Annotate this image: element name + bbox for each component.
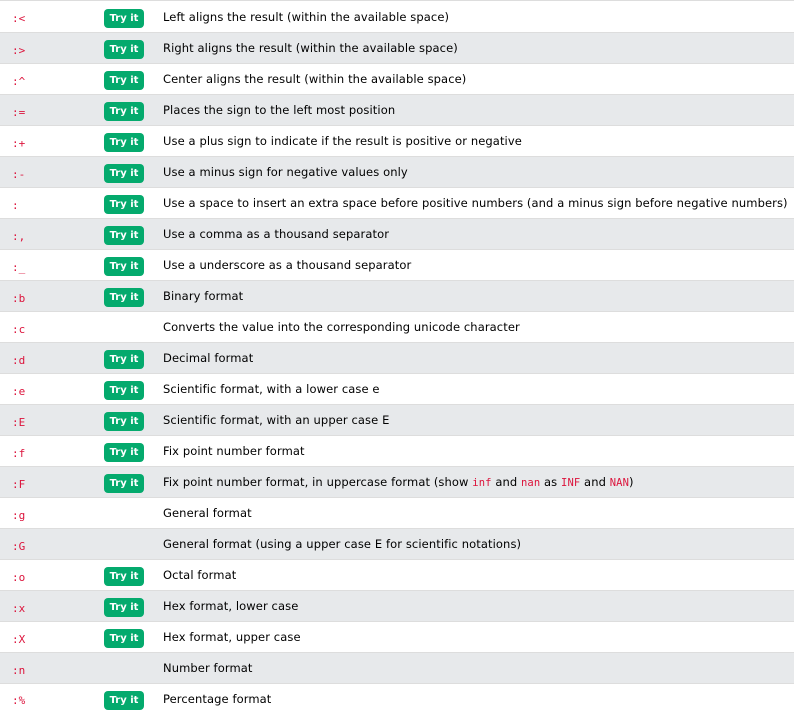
- description-text: Use a plus sign to indicate if the result is positive or negative: [163, 134, 522, 148]
- table-row: [0, 529, 794, 560]
- try-cell: [103, 684, 159, 714]
- code-cell: [0, 219, 103, 250]
- description-cell: [159, 126, 794, 157]
- format-code: :d: [12, 353, 26, 367]
- description-cell: [159, 95, 794, 126]
- table-row: [0, 653, 794, 684]
- format-code: :b: [12, 291, 26, 305]
- code-cell: [0, 405, 103, 436]
- description-text: Binary format: [163, 289, 244, 303]
- description-cell: [159, 622, 794, 653]
- try-it-button[interactable]: Try it: [104, 195, 144, 214]
- try-it-button[interactable]: Try it: [104, 164, 144, 183]
- try-cell: [103, 405, 159, 436]
- table-row: [0, 33, 794, 64]
- table-row: [0, 219, 794, 250]
- try-cell: [103, 157, 159, 188]
- description-text: Fix point number format: [163, 444, 305, 458]
- table-row: [0, 1, 794, 33]
- description-cell: [159, 436, 794, 467]
- code-cell: [0, 436, 103, 467]
- try-it-button[interactable]: Try it: [104, 226, 144, 245]
- try-it-button[interactable]: Try it: [104, 102, 144, 121]
- description-cell: [159, 591, 794, 622]
- code-cell: [0, 312, 103, 343]
- description-text: Left aligns the result (within the available space): [163, 9, 450, 24]
- description-text: Right aligns the result (within the available space): [163, 41, 458, 55]
- description-cell: [159, 250, 794, 281]
- format-code: :o: [12, 570, 26, 584]
- description-cell: [159, 684, 794, 714]
- description-cell: [159, 281, 794, 312]
- table-row: [0, 312, 794, 343]
- try-it-button[interactable]: Try it: [104, 9, 144, 28]
- description-text: Places the sign to the left most position: [163, 103, 396, 117]
- description-text: Use a minus sign for negative values only: [163, 165, 408, 179]
- code-cell: [0, 33, 103, 64]
- inline-code: INF: [561, 477, 581, 489]
- description-text: General format: [163, 506, 252, 520]
- description-cell: [159, 653, 794, 684]
- format-code: :^: [12, 74, 26, 88]
- try-it-button[interactable]: Try it: [104, 474, 144, 493]
- description-text: Hex format, lower case: [163, 599, 299, 613]
- code-cell: [0, 374, 103, 405]
- code-cell: [0, 250, 103, 281]
- description-text: and: [580, 475, 610, 489]
- description-cell: [159, 560, 794, 591]
- format-code: :f: [12, 446, 26, 460]
- try-cell: [103, 529, 159, 560]
- table-row: [0, 467, 794, 498]
- try-it-button[interactable]: Try it: [104, 350, 144, 369]
- inline-code: inf: [472, 477, 492, 489]
- format-code: :e: [12, 384, 26, 398]
- try-cell: [103, 467, 159, 498]
- code-cell: [0, 622, 103, 653]
- table-row: [0, 157, 794, 188]
- try-cell: [103, 343, 159, 374]
- description-cell: [159, 405, 794, 436]
- code-cell: [0, 126, 103, 157]
- description-text: Hex format, upper case: [163, 630, 301, 644]
- try-it-button[interactable]: Try it: [104, 257, 144, 276]
- description-cell: [159, 374, 794, 405]
- format-code: :c: [12, 322, 26, 336]
- code-cell: [0, 188, 103, 219]
- try-cell: [103, 312, 159, 343]
- description-cell: [159, 498, 794, 529]
- try-cell: [103, 622, 159, 653]
- code-cell: [0, 1, 103, 33]
- code-cell: [0, 591, 103, 622]
- description-cell: [159, 467, 794, 498]
- try-it-button[interactable]: Try it: [104, 629, 144, 648]
- description-cell: [159, 1, 794, 33]
- code-cell: [0, 684, 103, 714]
- description-text: Decimal format: [163, 351, 254, 365]
- try-it-button[interactable]: Try it: [104, 71, 144, 90]
- description-text: Use a comma as a thousand separator: [163, 227, 390, 241]
- description-cell: [159, 157, 794, 188]
- try-it-button[interactable]: Try it: [104, 443, 144, 462]
- description-text: General format (using a upper case E for scientific notations): [163, 537, 522, 551]
- try-cell: [103, 498, 159, 529]
- try-it-button[interactable]: Try it: [104, 691, 144, 710]
- code-cell: [0, 64, 103, 95]
- try-cell: [103, 95, 159, 126]
- code-cell: [0, 281, 103, 312]
- description-cell: [159, 64, 794, 95]
- code-cell: [0, 467, 103, 498]
- description-cell: [159, 219, 794, 250]
- inline-code: nan: [521, 477, 541, 489]
- format-code: :x: [12, 601, 26, 615]
- table-row: [0, 126, 794, 157]
- description-cell: [159, 33, 794, 64]
- format-code: :F: [12, 477, 26, 491]
- description-text: Converts the value into the corresponding unicode character: [163, 320, 520, 334]
- try-it-button[interactable]: Try it: [104, 381, 144, 400]
- format-code: :+: [12, 136, 26, 150]
- try-it-button[interactable]: Try it: [104, 288, 144, 307]
- try-cell: [103, 436, 159, 467]
- table-row: [0, 250, 794, 281]
- format-code: :>: [12, 43, 26, 57]
- description-text: Center aligns the result (within the available space): [163, 72, 467, 86]
- try-cell: [103, 126, 159, 157]
- try-it-button[interactable]: Try it: [104, 40, 144, 59]
- description-text: Scientific format, with an upper case E: [163, 413, 390, 427]
- description-cell: [159, 312, 794, 343]
- table-row: [0, 436, 794, 467]
- description-text: Use a space to insert an extra space before positive numbers (and a minus sign before negative numbers): [163, 196, 788, 210]
- format-code: :,: [12, 229, 26, 243]
- format-code: :%: [12, 694, 26, 708]
- table-row: [0, 343, 794, 374]
- format-code: :g: [12, 508, 26, 522]
- format-code: :=: [12, 105, 26, 119]
- format-code: :E: [12, 415, 26, 429]
- try-cell: [103, 33, 159, 64]
- description-text: Fix point number format, in uppercase format (show: [163, 475, 473, 489]
- inline-code: NAN: [609, 477, 630, 489]
- try-cell: [103, 188, 159, 219]
- try-it-button[interactable]: Try it: [104, 412, 144, 431]
- description-text: ): [629, 475, 634, 489]
- try-cell: [103, 591, 159, 622]
- try-cell: [103, 653, 159, 684]
- table-row: [0, 684, 794, 714]
- description-text: and: [491, 475, 522, 489]
- try-cell: [103, 374, 159, 405]
- code-cell: [0, 157, 103, 188]
- description-cell: [159, 188, 794, 219]
- description-text: Scientific format, with a lower case e: [163, 382, 380, 396]
- description-text: Octal format: [163, 568, 237, 582]
- code-cell: [0, 560, 103, 591]
- try-cell: [103, 560, 159, 591]
- table-row: [0, 591, 794, 622]
- table-row: [0, 95, 794, 126]
- format-code: :_: [12, 260, 26, 274]
- description-text: Number format: [163, 661, 253, 675]
- table-row: [0, 188, 794, 219]
- table-row: [0, 622, 794, 653]
- table-row: [0, 64, 794, 95]
- try-it-button[interactable]: Try it: [104, 133, 144, 152]
- code-cell: [0, 343, 103, 374]
- try-it-button[interactable]: Try it: [104, 598, 144, 617]
- format-code: :: [12, 198, 19, 212]
- description-text: Percentage format: [163, 691, 272, 706]
- try-cell: [103, 1, 159, 33]
- try-cell: [103, 64, 159, 95]
- code-cell: [0, 529, 103, 560]
- try-it-button[interactable]: Try it: [104, 567, 144, 586]
- format-code: :X: [12, 632, 26, 646]
- try-cell: [103, 219, 159, 250]
- format-code: :n: [12, 663, 26, 677]
- try-cell: [103, 250, 159, 281]
- format-spec-rows: [0, 1, 794, 714]
- format-code: :<: [12, 12, 26, 25]
- table-row: [0, 405, 794, 436]
- table-row: [0, 560, 794, 591]
- table-row: [0, 498, 794, 529]
- format-code: :-: [12, 167, 26, 181]
- description-cell: [159, 529, 794, 560]
- format-code: :G: [12, 539, 26, 553]
- code-cell: [0, 653, 103, 684]
- try-cell: [103, 281, 159, 312]
- table-row: [0, 374, 794, 405]
- description-cell: [159, 343, 794, 374]
- description-text: as: [540, 475, 562, 489]
- table-row: [0, 281, 794, 312]
- description-text: Use a underscore as a thousand separator: [163, 258, 412, 272]
- code-cell: [0, 95, 103, 126]
- code-cell: [0, 498, 103, 529]
